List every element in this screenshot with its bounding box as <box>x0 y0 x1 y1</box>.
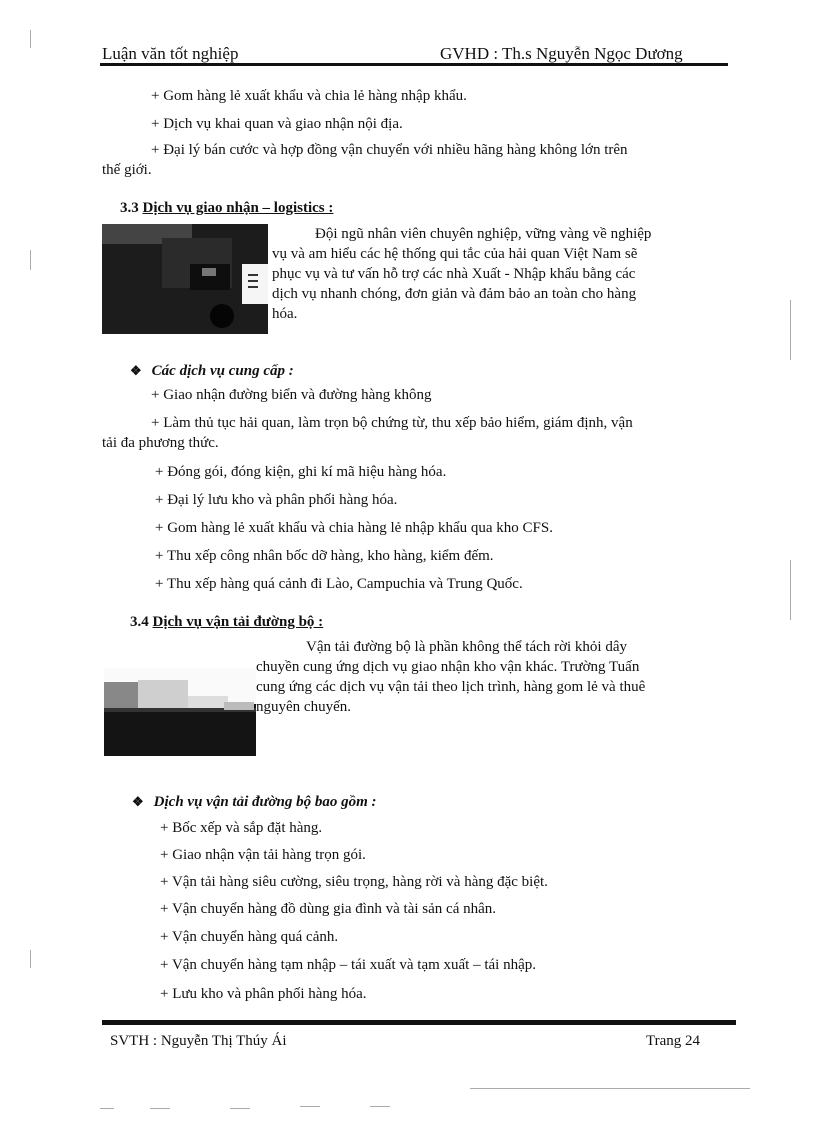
page-number: Trang 24 <box>646 1033 701 1049</box>
header-left: Luận văn tốt nghiệp <box>102 44 239 63</box>
service-item: + Vận chuyển hàng đồ dùng gia đình và tài sản cá nhân. <box>160 901 497 917</box>
services-heading: ❖ Dịch vụ vận tải đường bộ bao gồm : <box>132 794 377 810</box>
scan-mark <box>790 300 791 360</box>
scan-mark <box>300 1106 320 1107</box>
service-item: + Vận chuyển hàng tạm nhập – tái xuất và tạm xuất – tái nhập. <box>160 957 536 973</box>
header-rule <box>100 63 728 66</box>
section-title: Dịch vụ vận tải đường bộ : <box>152 614 324 630</box>
service-item: + Đại lý lưu kho và phân phối hàng hóa. <box>155 492 398 508</box>
trucks-photo <box>104 668 256 756</box>
scan-mark <box>470 1088 750 1089</box>
section-number: 3.4 <box>130 614 149 630</box>
service-item: + Làm thủ tục hải quan, làm trọn bộ chứng từ, thu xếp bảo hiểm, giám định, vận <box>151 415 633 431</box>
diamond-bullet-icon: ❖ <box>132 794 144 809</box>
paragraph-line: cung ứng các dịch vụ vận tải theo lịch trình, hàng gom lẻ và thuê <box>256 679 646 695</box>
diamond-bullet-icon: ❖ <box>130 363 142 378</box>
service-item: + Giao nhận vận tải hàng trọn gói. <box>160 847 366 863</box>
service-item: + Vận tải hàng siêu cường, siêu trọng, hàng rời và hàng đặc biệt. <box>160 874 548 890</box>
section-title: Dịch vụ giao nhận – logistics : <box>142 200 334 216</box>
service-item: + Bốc xếp và sắp đặt hàng. <box>160 820 323 836</box>
service-item: + Thu xếp công nhân bốc dỡ hàng, kho hàng, kiểm đếm. <box>155 548 494 564</box>
intro-item: + Đại lý bán cước và hợp đồng vận chuyển với nhiều hãng hàng không lớn trên <box>151 142 628 158</box>
service-item: + Lưu kho và phân phối hàng hóa. <box>160 986 367 1002</box>
paragraph-line: dịch vụ nhanh chóng, đơn giản và đảm bảo an toàn cho hàng <box>272 286 637 302</box>
scan-mark <box>150 1108 170 1109</box>
truck-photo <box>102 224 268 334</box>
service-item: + Thu xếp hàng quá cảnh đi Lào, Campuchia và Trung Quốc. <box>155 576 523 592</box>
footer-rule <box>102 1020 736 1025</box>
intro-item: thế giới. <box>102 162 152 178</box>
service-item: + Giao nhận đường biển và đường hàng không <box>151 387 432 403</box>
service-item: + Đóng gói, đóng kiện, ghi kí mã hiệu hàng hóa. <box>155 464 447 480</box>
header-right: GVHD : Th.s Nguyễn Ngọc Dương <box>440 44 683 63</box>
paragraph-line: hóa. <box>272 306 298 322</box>
scan-mark <box>230 1108 250 1109</box>
scan-mark <box>30 30 31 48</box>
scan-mark <box>30 250 31 270</box>
intro-item: + Dịch vụ khai quan và giao nhận nội địa. <box>151 116 403 132</box>
paragraph-line: nguyên chuyến. <box>256 699 351 715</box>
service-item: + Vận chuyển hàng quá cảnh. <box>160 929 339 945</box>
section-number: 3.3 <box>120 200 139 216</box>
paragraph-line: vụ và am hiểu các hệ thống qui tắc của hải quan Việt Nam sẽ <box>272 246 638 262</box>
section-33-heading <box>120 199 333 218</box>
section-34-heading <box>130 613 323 632</box>
paragraph-line: chuyền cung ứng dịch vụ giao nhận kho vận khác. Trường Tuấn <box>256 659 640 675</box>
paragraph-line: Vận tải đường bộ là phần không thể tách rời khỏi dây <box>306 639 628 655</box>
scan-mark <box>100 1108 114 1109</box>
service-item: tải đa phương thức. <box>102 435 219 451</box>
scan-mark <box>370 1106 390 1107</box>
services-heading: ❖ Các dịch vụ cung cấp : <box>130 363 294 379</box>
footer-author: SVTH : Nguyễn Thị Thúy Ái <box>110 1033 287 1049</box>
scan-mark <box>30 950 31 968</box>
scan-mark <box>790 560 791 620</box>
service-item: + Gom hàng lẻ xuất khẩu và chia hàng lẻ nhập khẩu qua kho CFS. <box>155 520 553 536</box>
intro-item: + Gom hàng lẻ xuất khẩu và chia lẻ hàng nhập khẩu. <box>151 88 467 104</box>
paragraph-line: Đội ngũ nhân viên chuyên nghiệp, vững vàng về nghiệp <box>315 226 652 242</box>
paragraph-line: phục vụ và tư vấn hỗ trợ các nhà Xuất - Nhập khẩu bằng các <box>272 266 636 282</box>
